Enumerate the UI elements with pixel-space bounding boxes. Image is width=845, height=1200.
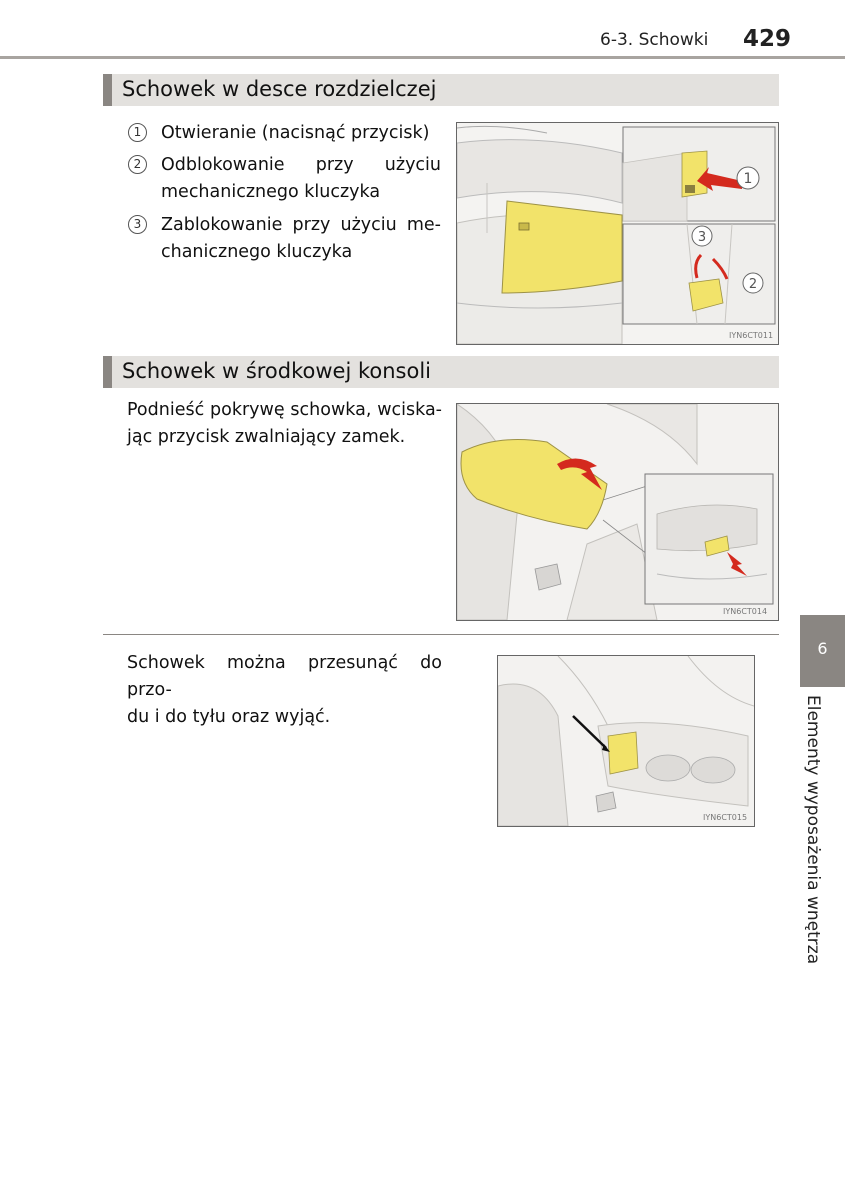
step-number-3: 3	[128, 215, 147, 234]
step-number-1: 1	[128, 123, 147, 142]
callout-2: 2	[748, 277, 758, 292]
step-text-line: Odblokowanie przy użyciu	[161, 155, 441, 175]
list-item	[128, 120, 440, 147]
callout-1: 1	[743, 171, 753, 187]
header-rule	[0, 56, 845, 59]
section-heading-dashboard	[103, 74, 779, 106]
figure-center-console	[456, 403, 779, 621]
figure-glovebox	[456, 122, 779, 345]
callout-3: 3	[697, 230, 707, 245]
paragraph-line: Schowek można przesunąć do przo-	[127, 653, 442, 700]
page-number: 429	[743, 26, 792, 52]
step-text-line: Zablokowanie przy użyciu me-	[161, 215, 441, 235]
list-item	[128, 212, 440, 266]
figure-code: IYN6CT011	[729, 331, 774, 340]
step-text: Otwieranie (nacisnąć przycisk)	[161, 123, 430, 143]
step-number-2: 2	[128, 155, 147, 174]
figure-sliding-console	[497, 655, 755, 827]
chapter-label: Elementy wyposażenia wnętrza	[803, 695, 823, 965]
paragraph-line: jąc przycisk zwalniający zamek.	[127, 427, 406, 447]
chapter-tab	[800, 615, 845, 687]
paragraph-line: Podnieść pokrywę schowka, wciska-	[127, 400, 442, 420]
step-text-line: mechanicznego kluczyka	[161, 182, 381, 202]
figure-code: IYN6CT015	[703, 813, 748, 822]
list-item	[128, 152, 440, 206]
figure-code: IYN6CT014	[723, 607, 768, 616]
paragraph-line: du i do tyłu oraz wyjąć.	[127, 707, 331, 727]
chapter-number: 6	[817, 639, 828, 658]
sliding-console-illustration	[498, 656, 754, 826]
center-console-illustration	[457, 404, 778, 620]
step-text-line: chanicznego kluczyka	[161, 242, 353, 262]
section-title: Schowek w środkowej konsoli	[122, 359, 432, 383]
glovebox-illustration	[457, 123, 778, 344]
paragraph	[127, 397, 442, 451]
section-heading-center-console	[103, 356, 779, 388]
section-title: Schowek w desce rozdzielczej	[122, 77, 437, 101]
section-divider	[103, 634, 779, 635]
running-head: 6-3. Schowki	[600, 30, 709, 50]
paragraph	[127, 650, 442, 731]
